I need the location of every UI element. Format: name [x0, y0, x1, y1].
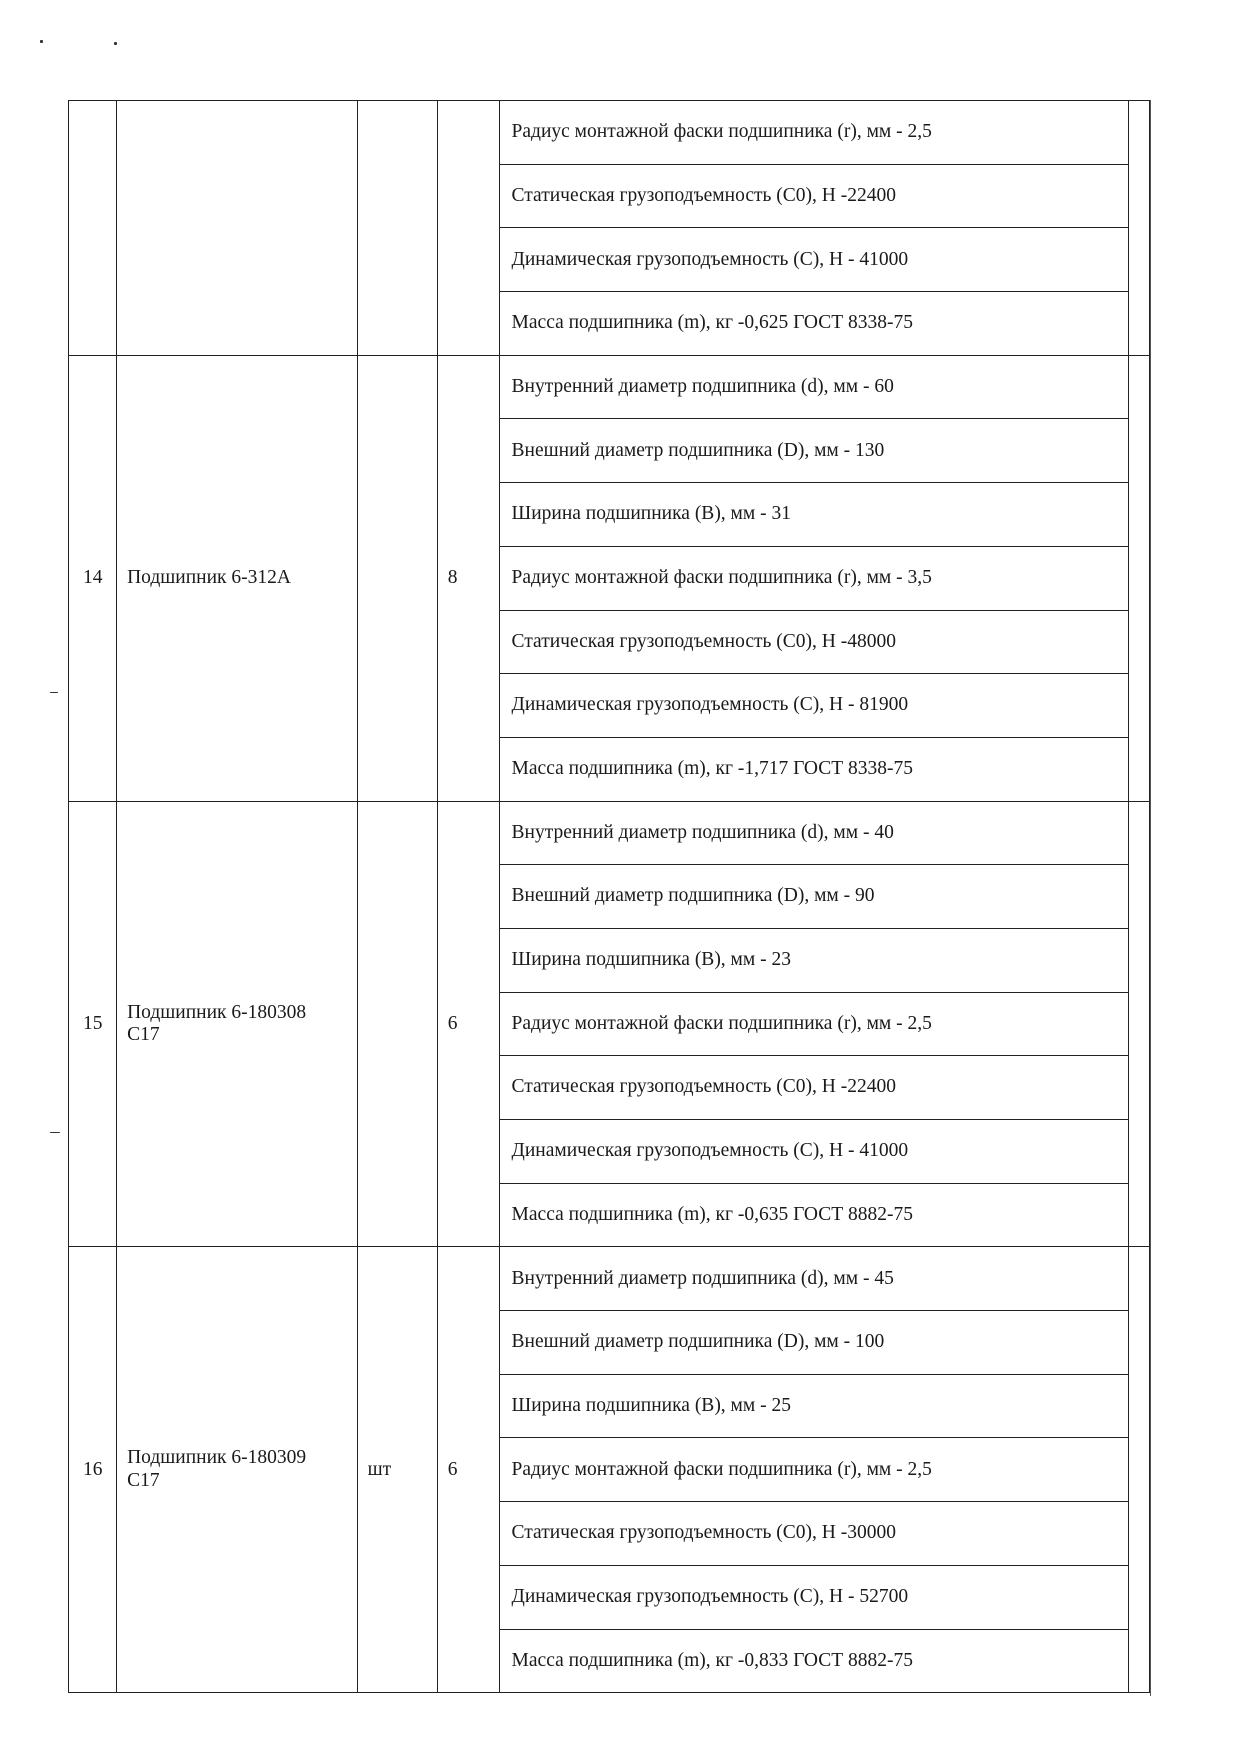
param-cell: Масса подшипника (m), кг -0,625 ГОСТ 8338-75: [499, 292, 1129, 356]
item-unit-cell: [357, 355, 437, 801]
param-cell: Ширина подшипника (В), мм - 31: [499, 483, 1129, 547]
param-cell: Ширина подшипника (В), мм - 23: [499, 928, 1129, 992]
param-cell: Масса подшипника (m), кг -1,717 ГОСТ 8338-75: [499, 737, 1129, 801]
param-cell: Динамическая грузоподъемность (С), Н - 41000: [499, 228, 1129, 292]
scan-speck: [40, 40, 43, 43]
param-cell: Внутренний диаметр подшипника (d), мм - 40: [499, 801, 1129, 865]
param-cell: Динамическая грузоподъемность (С), Н - 81900: [499, 674, 1129, 738]
table-row: [69, 101, 1150, 165]
margin-cell: [1129, 355, 1150, 801]
param-cell: Радиус монтажной фаски подшипника (r), мм - 2,5: [499, 992, 1129, 1056]
scan-speck: [114, 42, 117, 45]
item-name-line: С17: [127, 1469, 160, 1491]
param-cell: Радиус монтажной фаски подшипника (r), мм - 3,5: [499, 546, 1129, 610]
item-number-cell: 16: [69, 1247, 117, 1693]
table-body: [69, 101, 1150, 1693]
item-name-cell: [117, 101, 357, 356]
item-qty-cell: 6: [437, 801, 499, 1247]
item-unit-cell: [357, 101, 437, 356]
param-cell: Масса подшипника (m), кг -0,833 ГОСТ 8882-75: [499, 1629, 1129, 1693]
item-unit-cell: шт: [357, 1247, 437, 1693]
item-qty-cell: 8: [437, 355, 499, 801]
param-cell: Внешний диаметр подшипника (D), мм - 100: [499, 1311, 1129, 1375]
item-name-cell: [117, 801, 357, 1247]
param-cell: Динамическая грузоподъемность (С), Н - 41000: [499, 1120, 1129, 1184]
item-name-line: Подшипник 6-180308: [127, 1001, 307, 1023]
table-row: [69, 355, 1150, 419]
param-cell: Ширина подшипника (В), мм - 25: [499, 1374, 1129, 1438]
scan-speck: [50, 1132, 60, 1133]
item-number-cell: 14: [69, 355, 117, 801]
param-cell: Внутренний диаметр подшипника (d), мм - 45: [499, 1247, 1129, 1311]
param-cell: Радиус монтажной фаски подшипника (r), мм - 2,5: [499, 101, 1129, 165]
param-cell: Внешний диаметр подшипника (D), мм - 90: [499, 865, 1129, 929]
param-cell: Статическая грузоподъемность (С0), Н -22400: [499, 1056, 1129, 1120]
param-cell: Статическая грузоподъемность (С0), Н -30000: [499, 1502, 1129, 1566]
table-row: [69, 801, 1150, 865]
param-cell: Статическая грузоподъемность (С0), Н -48000: [499, 610, 1129, 674]
scan-speck: [50, 692, 58, 693]
param-cell: Внутренний диаметр подшипника (d), мм - 60: [499, 355, 1129, 419]
item-number-cell: [69, 101, 117, 356]
item-name-cell: [117, 1247, 357, 1693]
item-number-cell: 15: [69, 801, 117, 1247]
item-qty-cell: [437, 101, 499, 356]
margin-cell: [1129, 801, 1150, 1247]
param-cell: Динамическая грузоподъемность (С), Н - 52700: [499, 1565, 1129, 1629]
item-qty-cell: 6: [437, 1247, 499, 1693]
param-cell: Масса подшипника (m), кг -0,635 ГОСТ 8882-75: [499, 1183, 1129, 1247]
param-cell: Внешний диаметр подшипника (D), мм - 130: [499, 419, 1129, 483]
table-row: [69, 1247, 1150, 1311]
page-edge-line: [1150, 100, 1151, 1696]
bearings-spec-table: [68, 100, 1150, 1693]
margin-cell: [1129, 101, 1150, 356]
param-cell: Радиус монтажной фаски подшипника (r), мм - 2,5: [499, 1438, 1129, 1502]
item-unit-cell: [357, 801, 437, 1247]
margin-cell: [1129, 1247, 1150, 1693]
item-name-cell: [117, 355, 357, 801]
item-name-line: Подшипник 6-180309: [127, 1447, 307, 1469]
param-cell: Статическая грузоподъемность (С0), Н -22400: [499, 164, 1129, 228]
item-name-line: Подшипник 6-312А: [127, 566, 291, 588]
item-name-line: С17: [127, 1023, 160, 1045]
